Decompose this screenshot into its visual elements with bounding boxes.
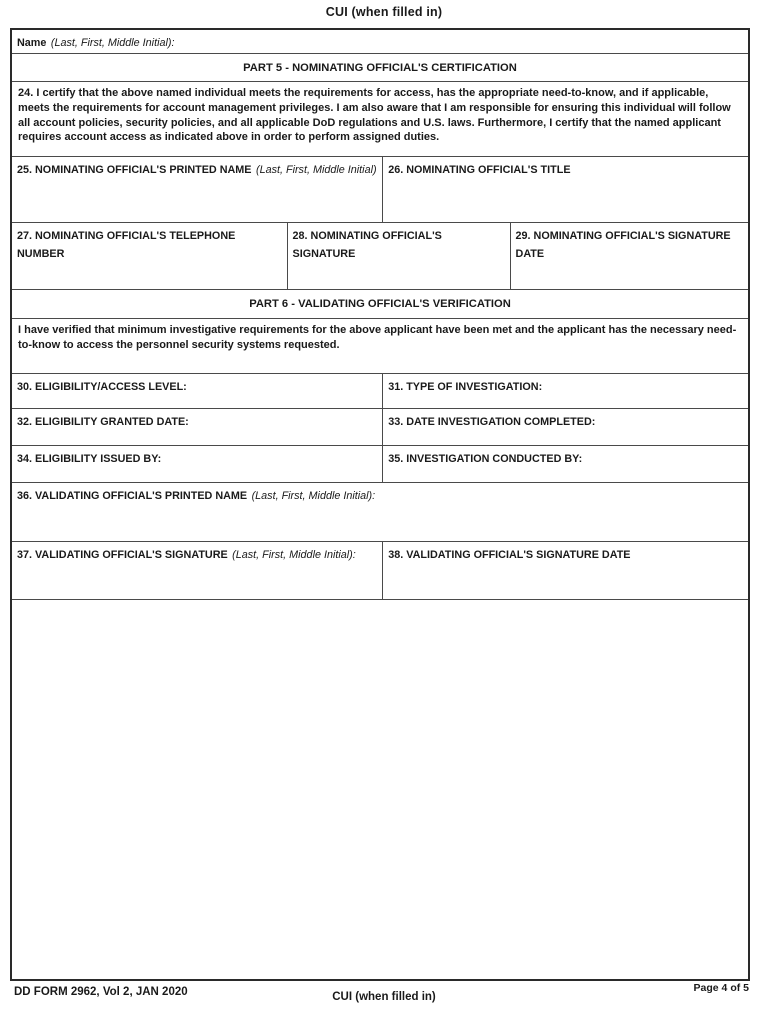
item36-label: 36. VALIDATING OFFICIAL'S PRINTED NAME <box>17 490 248 502</box>
row-name <box>12 30 748 53</box>
field-25-nominating-official-printed-name[interactable] <box>12 157 382 222</box>
field-34-eligibility-issued-by[interactable] <box>12 446 382 482</box>
item37-label: 37. VALIDATING OFFICIAL'S SIGNATURE <box>17 549 228 561</box>
verification-statement-text: I have verified that minimum investigative requirements for the above applicant have been met and the applicant has the necessary need-to-know to access the personnel security systems requested. <box>18 324 737 351</box>
part6-header <box>12 289 748 318</box>
item37-hint: (Last, First, Middle Initial): <box>232 549 356 561</box>
field-32-eligibility-granted-date[interactable] <box>12 409 382 445</box>
item29-label: 29. NOMINATING OFFICIAL'S SIGNATURE DATE <box>515 230 731 260</box>
row-items-37-38 <box>12 541 748 599</box>
item28-label: 28. NOMINATING OFFICIAL'S SIGNATURE <box>292 230 442 260</box>
item32-label: 32. ELIGIBILITY GRANTED DATE: <box>17 416 189 428</box>
row-items-25-26 <box>12 156 748 222</box>
field-26-nominating-official-title[interactable] <box>382 157 748 222</box>
field-28-nominating-official-signature[interactable] <box>287 223 510 289</box>
field-38-validating-official-signature-date[interactable] <box>382 542 748 599</box>
row-items-32-33 <box>12 408 748 445</box>
empty-space <box>12 600 748 979</box>
item36-hint: (Last, First, Middle Initial): <box>251 490 376 502</box>
form-number: DD FORM 2962, Vol 2, JAN 2020 <box>14 986 188 998</box>
cui-banner-top: CUI (when filled in) <box>325 5 443 19</box>
item26-label: 26. NOMINATING OFFICIAL'S TITLE <box>388 164 571 176</box>
item35-label: 35. INVESTIGATION CONDUCTED BY: <box>388 453 583 465</box>
field-33-date-investigation-completed[interactable] <box>382 409 748 445</box>
part5-header <box>12 53 748 81</box>
row-items-27-28-29 <box>12 222 748 289</box>
item25-label: 25. NOMINATING OFFICIAL'S PRINTED NAME <box>17 164 252 176</box>
dd-form-2962-table <box>10 28 750 981</box>
row-item-36 <box>12 482 748 541</box>
field-31-type-of-investigation[interactable] <box>382 374 748 408</box>
part6-title: PART 6 - VALIDATING OFFICIAL'S VERIFICATION <box>249 298 511 310</box>
name-label: Name <box>17 37 47 49</box>
row-verification-statement <box>12 318 748 373</box>
empty-space-cell <box>12 599 748 979</box>
field-35-investigation-conducted-by[interactable] <box>382 446 748 482</box>
name-field[interactable] <box>12 30 748 53</box>
item30-label: 30. ELIGIBILITY/ACCESS LEVEL: <box>17 381 187 393</box>
field-36-validating-official-printed-name[interactable] <box>12 483 748 541</box>
name-hint: (Last, First, Middle Initial): <box>50 37 175 49</box>
row-item-24 <box>12 81 748 156</box>
item33-label: 33. DATE INVESTIGATION COMPLETED: <box>388 416 596 428</box>
row-items-30-31 <box>12 373 748 408</box>
item24-certification-text: 24. I certify that the above named individual meets the requirements for access, has the appropriate need-to-know, and if applicable, meets the requirements for account management privileges. I am also aware that I am responsible for ensuring this individual will follow all account policies, security policies, and all applicable DoD regulations and U.S. laws. Furthermore, I certify that the named applicant requires account access as indicated above in order to perform assigned duties. <box>18 87 731 144</box>
item27-label: 27. NOMINATING OFFICIAL'S TELEPHONE NUMBER <box>17 230 236 260</box>
page-indicator: Page 4 of 5 <box>693 982 749 994</box>
field-30-eligibility-access-level[interactable] <box>12 374 382 408</box>
row-items-34-35 <box>12 445 748 482</box>
item25-hint: (Last, First, Middle Initial) <box>255 164 377 176</box>
item31-label: 31. TYPE OF INVESTIGATION: <box>388 381 543 393</box>
item34-label: 34. ELIGIBILITY ISSUED BY: <box>17 453 162 465</box>
field-29-nominating-official-signature-date[interactable] <box>510 223 748 289</box>
field-27-nominating-official-telephone-number[interactable] <box>12 223 287 289</box>
field-37-validating-official-signature[interactable] <box>12 542 382 599</box>
part5-title: PART 5 - NOMINATING OFFICIAL'S CERTIFICATION <box>243 61 517 74</box>
item38-label: 38. VALIDATING OFFICIAL'S SIGNATURE DATE <box>388 549 631 561</box>
cui-banner-bottom: CUI (when filled in) <box>332 991 436 1003</box>
